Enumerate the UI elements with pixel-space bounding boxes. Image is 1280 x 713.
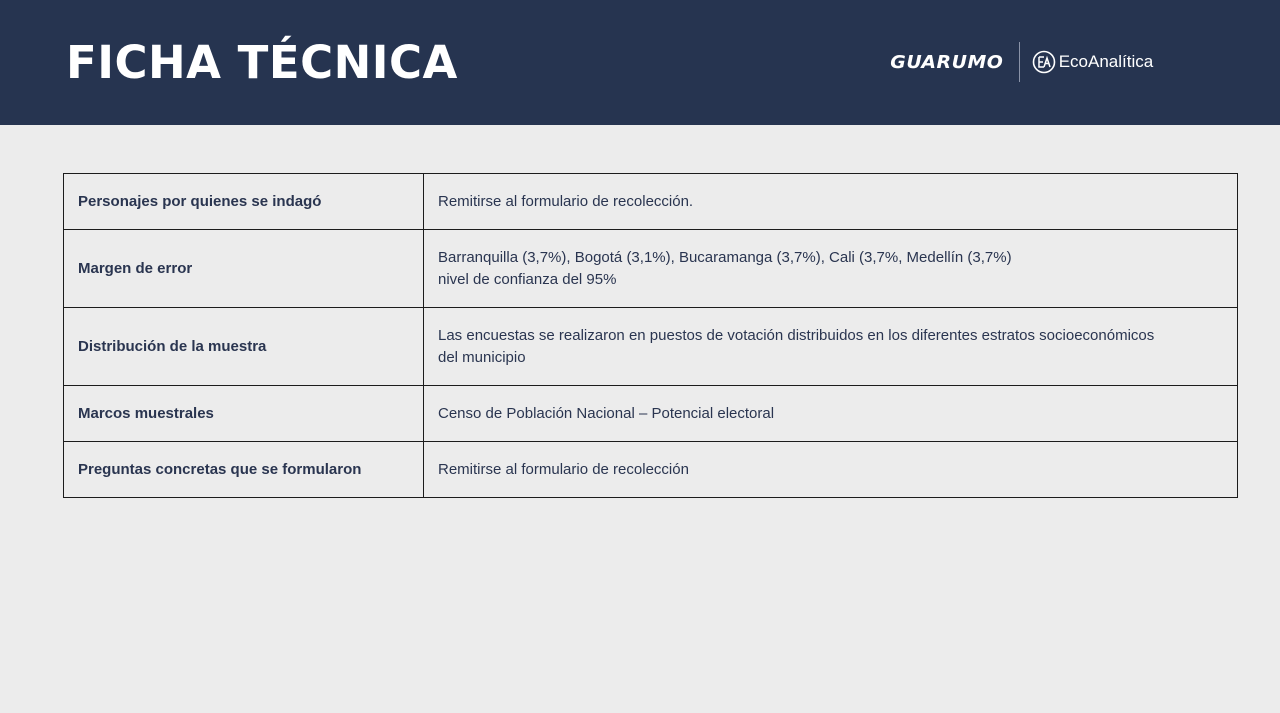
page-title: FICHA TÉCNICA <box>66 36 458 89</box>
row-value-line: del municipio <box>438 348 526 366</box>
ecoanalitica-logo <box>1032 50 1154 74</box>
row-value <box>424 308 1238 386</box>
row-label: Marcos muestrales <box>64 386 424 442</box>
technical-sheet-table <box>63 173 1238 498</box>
header-banner <box>0 0 1280 125</box>
row-value <box>424 230 1238 308</box>
guarumo-logo: GUARUMO <box>890 51 1004 73</box>
row-label: Margen de error <box>64 230 424 308</box>
row-value-line: nivel de confianza del 95% <box>438 270 617 288</box>
row-value-line: Remitirse al formulario de recolección. <box>438 192 694 210</box>
row-label: Personajes por quienes se indagó <box>64 174 424 230</box>
row-label: Preguntas concretas que se formularon <box>64 442 424 498</box>
row-value-line: Remitirse al formulario de recolección <box>438 460 689 478</box>
logos <box>890 40 1154 84</box>
table-row <box>64 308 1238 386</box>
row-value <box>424 386 1238 442</box>
table-row <box>64 442 1238 498</box>
data-table <box>63 173 1238 498</box>
row-label: Distribución de la muestra <box>64 308 424 386</box>
ecoanalitica-emblem-icon <box>1032 50 1056 74</box>
table-row <box>64 174 1238 230</box>
row-value-line: Barranquilla (3,7%), Bogotá (3,1%), Bucaramanga (3,7%), Cali (3,7%, Medellín (3,7%) <box>438 248 1012 266</box>
table-row <box>64 230 1238 308</box>
ecoanalitica-logo-text: EcoAnalítica <box>1058 52 1154 71</box>
table-row <box>64 386 1238 442</box>
row-value-line: Censo de Población Nacional – Potencial electoral <box>438 404 775 422</box>
row-value <box>424 442 1238 498</box>
row-value <box>424 174 1238 230</box>
logo-divider <box>1019 42 1020 82</box>
row-value-line: Las encuestas se realizaron en puestos de votación distribuidos en los diferentes estratos socioeconómicos <box>438 326 1155 344</box>
